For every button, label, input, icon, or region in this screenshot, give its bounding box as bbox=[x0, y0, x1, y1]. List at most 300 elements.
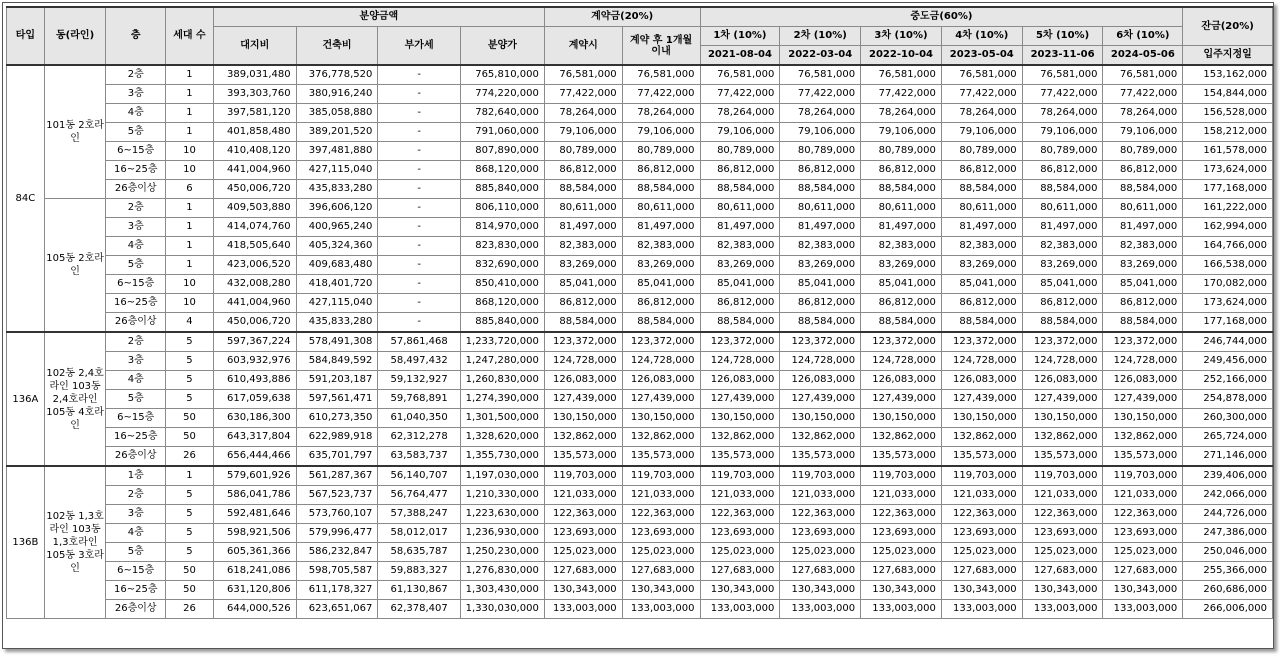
amount-cell: 88,584,000 bbox=[544, 313, 622, 333]
amount-cell: 88,584,000 bbox=[780, 313, 861, 333]
amount-cell: 130,343,000 bbox=[700, 581, 780, 600]
amount-cell: 1,250,230,000 bbox=[460, 543, 544, 562]
header-sale-price: 분양가 bbox=[460, 27, 544, 66]
amount-cell: 86,812,000 bbox=[861, 294, 942, 313]
amount-cell: 252,166,000 bbox=[1183, 371, 1273, 390]
amount-cell: 121,033,000 bbox=[544, 486, 622, 505]
amount-cell: 135,573,000 bbox=[941, 447, 1022, 467]
units-cell: 5 bbox=[166, 543, 214, 562]
amount-cell: 173,624,000 bbox=[1183, 161, 1273, 180]
units-cell: 1 bbox=[166, 104, 214, 123]
amount-cell: 260,300,000 bbox=[1183, 409, 1273, 428]
amount-cell: 121,033,000 bbox=[700, 486, 780, 505]
amount-cell: 122,363,000 bbox=[544, 505, 622, 524]
amount-cell: 630,186,300 bbox=[213, 409, 296, 428]
table-row bbox=[7, 237, 1273, 256]
amount-cell: 586,232,847 bbox=[296, 543, 378, 562]
amount-cell: 80,611,000 bbox=[544, 199, 622, 218]
amount-cell: 86,812,000 bbox=[1022, 161, 1103, 180]
amount-cell: 586,041,786 bbox=[213, 486, 296, 505]
amount-cell: 88,584,000 bbox=[1103, 180, 1183, 199]
header-contract-at: 계약시 bbox=[544, 27, 622, 66]
amount-cell: 122,363,000 bbox=[941, 505, 1022, 524]
amount-cell: 260,686,000 bbox=[1183, 581, 1273, 600]
amount-cell: 82,383,000 bbox=[780, 237, 861, 256]
header-dong: 동(라인) bbox=[44, 7, 106, 65]
amount-cell: 850,410,000 bbox=[460, 275, 544, 294]
amount-cell: 82,383,000 bbox=[941, 237, 1022, 256]
amount-cell: 126,083,000 bbox=[861, 371, 942, 390]
amount-cell: 135,573,000 bbox=[780, 447, 861, 467]
amount-cell: 623,651,067 bbox=[296, 600, 378, 619]
amount-cell: 122,363,000 bbox=[1103, 505, 1183, 524]
amount-cell: - bbox=[378, 180, 461, 199]
amount-cell: 123,372,000 bbox=[1022, 332, 1103, 352]
amount-cell: 153,162,000 bbox=[1183, 65, 1273, 85]
amount-cell: 85,041,000 bbox=[544, 275, 622, 294]
amount-cell: 397,581,120 bbox=[213, 104, 296, 123]
amount-cell: 1,330,030,000 bbox=[460, 600, 544, 619]
amount-cell: 126,083,000 bbox=[622, 371, 700, 390]
amount-cell: 591,203,187 bbox=[296, 371, 378, 390]
amount-cell: 1,274,390,000 bbox=[460, 390, 544, 409]
amount-cell: 598,921,506 bbox=[213, 524, 296, 543]
amount-cell: 58,497,432 bbox=[378, 352, 461, 371]
amount-cell: 598,705,587 bbox=[296, 562, 378, 581]
units-cell: 10 bbox=[166, 142, 214, 161]
type-cell: 84C bbox=[7, 65, 45, 332]
amount-cell: 597,367,224 bbox=[213, 332, 296, 352]
floor-cell: 16~25층 bbox=[106, 428, 166, 447]
amount-cell: 86,812,000 bbox=[544, 294, 622, 313]
amount-cell: 86,812,000 bbox=[622, 161, 700, 180]
floor-cell: 5층 bbox=[106, 256, 166, 275]
amount-cell: 603,932,976 bbox=[213, 352, 296, 371]
floor-cell: 3층 bbox=[106, 85, 166, 104]
amount-cell: 122,363,000 bbox=[780, 505, 861, 524]
amount-cell: 125,023,000 bbox=[941, 543, 1022, 562]
type-cell: 136A bbox=[7, 332, 45, 466]
amount-cell: 427,115,040 bbox=[296, 294, 378, 313]
amount-cell: 133,003,000 bbox=[1022, 600, 1103, 619]
amount-cell: 126,083,000 bbox=[780, 371, 861, 390]
units-cell: 6 bbox=[166, 180, 214, 199]
amount-cell: 83,269,000 bbox=[700, 256, 780, 275]
amount-cell: 86,812,000 bbox=[544, 161, 622, 180]
amount-cell: 77,422,000 bbox=[941, 85, 1022, 104]
amount-cell: 59,132,927 bbox=[378, 371, 461, 390]
amount-cell: 123,693,000 bbox=[941, 524, 1022, 543]
amount-cell: 271,146,000 bbox=[1183, 447, 1273, 467]
amount-cell: 1,328,620,000 bbox=[460, 428, 544, 447]
amount-cell: 81,497,000 bbox=[1103, 218, 1183, 237]
amount-cell: 125,023,000 bbox=[861, 543, 942, 562]
amount-cell: 82,383,000 bbox=[1103, 237, 1183, 256]
amount-cell: 161,222,000 bbox=[1183, 199, 1273, 218]
amount-cell: 132,862,000 bbox=[1022, 428, 1103, 447]
amount-cell: 782,640,000 bbox=[460, 104, 544, 123]
amount-cell: 123,372,000 bbox=[622, 332, 700, 352]
floor-cell: 5층 bbox=[106, 543, 166, 562]
amount-cell: 80,611,000 bbox=[780, 199, 861, 218]
amount-cell: 567,523,737 bbox=[296, 486, 378, 505]
header-price-group: 분양금액 bbox=[213, 7, 544, 27]
amount-cell: 80,611,000 bbox=[1022, 199, 1103, 218]
amount-cell: 154,844,000 bbox=[1183, 85, 1273, 104]
units-cell: 1 bbox=[166, 123, 214, 142]
amount-cell: 80,789,000 bbox=[544, 142, 622, 161]
amount-cell: 132,862,000 bbox=[941, 428, 1022, 447]
amount-cell: 58,012,017 bbox=[378, 524, 461, 543]
amount-cell: 254,878,000 bbox=[1183, 390, 1273, 409]
amount-cell: 80,789,000 bbox=[861, 142, 942, 161]
amount-cell: 130,343,000 bbox=[544, 581, 622, 600]
amount-cell: 161,578,000 bbox=[1183, 142, 1273, 161]
amount-cell: 130,150,000 bbox=[941, 409, 1022, 428]
amount-cell: 610,273,350 bbox=[296, 409, 378, 428]
amount-cell: 79,106,000 bbox=[1103, 123, 1183, 142]
amount-cell: 807,890,000 bbox=[460, 142, 544, 161]
header-installment: 1차 (10%) bbox=[700, 27, 780, 46]
amount-cell: 1,303,430,000 bbox=[460, 581, 544, 600]
floor-cell: 6~15층 bbox=[106, 275, 166, 294]
amount-cell: 410,408,120 bbox=[213, 142, 296, 161]
amount-cell: - bbox=[378, 256, 461, 275]
floor-cell: 5층 bbox=[106, 390, 166, 409]
amount-cell: 177,168,000 bbox=[1183, 313, 1273, 333]
header-installment: 4차 (10%) bbox=[941, 27, 1022, 46]
header-contract-group: 계약금(20%) bbox=[544, 7, 700, 27]
units-cell: 50 bbox=[166, 428, 214, 447]
amount-cell: - bbox=[378, 161, 461, 180]
floor-cell: 2층 bbox=[106, 199, 166, 218]
amount-cell: 83,269,000 bbox=[544, 256, 622, 275]
amount-cell: 162,994,000 bbox=[1183, 218, 1273, 237]
amount-cell: 427,115,040 bbox=[296, 161, 378, 180]
floor-cell: 6~15층 bbox=[106, 142, 166, 161]
amount-cell: 83,269,000 bbox=[622, 256, 700, 275]
amount-cell: 265,724,000 bbox=[1183, 428, 1273, 447]
amount-cell: 77,422,000 bbox=[1103, 85, 1183, 104]
amount-cell: 56,140,707 bbox=[378, 466, 461, 486]
amount-cell: 1,260,830,000 bbox=[460, 371, 544, 390]
header-building: 건축비 bbox=[296, 27, 378, 66]
amount-cell: 81,497,000 bbox=[941, 218, 1022, 237]
units-cell: 5 bbox=[166, 390, 214, 409]
amount-cell: 435,833,280 bbox=[296, 180, 378, 199]
amount-cell: 127,683,000 bbox=[780, 562, 861, 581]
price-table bbox=[6, 6, 1273, 619]
amount-cell: 77,422,000 bbox=[780, 85, 861, 104]
table-row bbox=[7, 332, 1273, 352]
header-installment: 5차 (10%) bbox=[1022, 27, 1103, 46]
amount-cell: 124,728,000 bbox=[941, 352, 1022, 371]
amount-cell: 133,003,000 bbox=[861, 600, 942, 619]
amount-cell: 1,236,930,000 bbox=[460, 524, 544, 543]
amount-cell: 82,383,000 bbox=[544, 237, 622, 256]
amount-cell: 88,584,000 bbox=[861, 180, 942, 199]
units-cell: 5 bbox=[166, 352, 214, 371]
amount-cell: 78,264,000 bbox=[622, 104, 700, 123]
amount-cell: 85,041,000 bbox=[700, 275, 780, 294]
header-middle-group: 중도금(60%) bbox=[700, 7, 1183, 27]
amount-cell: 88,584,000 bbox=[622, 180, 700, 199]
amount-cell: 791,060,000 bbox=[460, 123, 544, 142]
header-installment-date: 2021-08-04 bbox=[700, 46, 780, 66]
amount-cell: 76,581,000 bbox=[622, 65, 700, 85]
amount-cell: 124,728,000 bbox=[861, 352, 942, 371]
units-cell: 1 bbox=[166, 199, 214, 218]
amount-cell: 132,862,000 bbox=[780, 428, 861, 447]
amount-cell: 83,269,000 bbox=[941, 256, 1022, 275]
amount-cell: 122,363,000 bbox=[622, 505, 700, 524]
amount-cell: 63,583,737 bbox=[378, 447, 461, 467]
table-row bbox=[7, 199, 1273, 218]
amount-cell: 85,041,000 bbox=[1022, 275, 1103, 294]
amount-cell: - bbox=[378, 123, 461, 142]
amount-cell: - bbox=[378, 237, 461, 256]
header-vat: 부가세 bbox=[378, 27, 461, 66]
amount-cell: 78,264,000 bbox=[544, 104, 622, 123]
amount-cell: 130,343,000 bbox=[1103, 581, 1183, 600]
amount-cell: 80,789,000 bbox=[941, 142, 1022, 161]
amount-cell: 88,584,000 bbox=[544, 180, 622, 199]
amount-cell: 86,812,000 bbox=[1103, 294, 1183, 313]
amount-cell: 450,006,720 bbox=[213, 180, 296, 199]
amount-cell: 592,481,646 bbox=[213, 505, 296, 524]
table-row bbox=[7, 581, 1273, 600]
amount-cell: 597,561,471 bbox=[296, 390, 378, 409]
units-cell: 50 bbox=[166, 409, 214, 428]
amount-cell: 76,581,000 bbox=[861, 65, 942, 85]
amount-cell: 86,812,000 bbox=[780, 161, 861, 180]
amount-cell: 561,287,367 bbox=[296, 466, 378, 486]
amount-cell: 127,683,000 bbox=[544, 562, 622, 581]
amount-cell: 1,301,500,000 bbox=[460, 409, 544, 428]
amount-cell: 380,916,240 bbox=[296, 85, 378, 104]
amount-cell: 76,581,000 bbox=[1022, 65, 1103, 85]
amount-cell: 76,581,000 bbox=[780, 65, 861, 85]
amount-cell: 85,041,000 bbox=[622, 275, 700, 294]
amount-cell: 249,456,000 bbox=[1183, 352, 1273, 371]
amount-cell: 83,269,000 bbox=[861, 256, 942, 275]
amount-cell: 86,812,000 bbox=[1103, 161, 1183, 180]
amount-cell: 88,584,000 bbox=[780, 180, 861, 199]
amount-cell: 56,764,477 bbox=[378, 486, 461, 505]
amount-cell: - bbox=[378, 294, 461, 313]
amount-cell: 441,004,960 bbox=[213, 294, 296, 313]
amount-cell: 86,812,000 bbox=[700, 161, 780, 180]
amount-cell: 246,744,000 bbox=[1183, 332, 1273, 352]
amount-cell: 573,760,107 bbox=[296, 505, 378, 524]
amount-cell: 122,363,000 bbox=[700, 505, 780, 524]
amount-cell: 88,584,000 bbox=[1022, 313, 1103, 333]
amount-cell: 127,439,000 bbox=[780, 390, 861, 409]
amount-cell: 80,789,000 bbox=[1103, 142, 1183, 161]
header-installment-date: 2024-05-06 bbox=[1103, 46, 1183, 66]
amount-cell: 127,439,000 bbox=[622, 390, 700, 409]
amount-cell: 76,581,000 bbox=[1103, 65, 1183, 85]
amount-cell: 127,439,000 bbox=[700, 390, 780, 409]
table-row bbox=[7, 371, 1273, 390]
amount-cell: 119,703,000 bbox=[544, 466, 622, 486]
amount-cell: 127,439,000 bbox=[1103, 390, 1183, 409]
amount-cell: 643,317,804 bbox=[213, 428, 296, 447]
header-installment-date: 2023-05-04 bbox=[941, 46, 1022, 66]
amount-cell: 62,378,407 bbox=[378, 600, 461, 619]
amount-cell: 135,573,000 bbox=[861, 447, 942, 467]
amount-cell: 622,989,918 bbox=[296, 428, 378, 447]
amount-cell: 85,041,000 bbox=[941, 275, 1022, 294]
units-cell: 50 bbox=[166, 581, 214, 600]
amount-cell: 83,269,000 bbox=[780, 256, 861, 275]
amount-cell: 123,372,000 bbox=[780, 332, 861, 352]
amount-cell: 133,003,000 bbox=[941, 600, 1022, 619]
floor-cell: 3층 bbox=[106, 218, 166, 237]
floor-cell: 4층 bbox=[106, 524, 166, 543]
table-row bbox=[7, 524, 1273, 543]
amount-cell: 77,422,000 bbox=[861, 85, 942, 104]
table-row bbox=[7, 313, 1273, 333]
amount-cell: 130,150,000 bbox=[861, 409, 942, 428]
table-row bbox=[7, 275, 1273, 294]
amount-cell: 88,584,000 bbox=[861, 313, 942, 333]
amount-cell: 122,363,000 bbox=[861, 505, 942, 524]
amount-cell: 77,422,000 bbox=[622, 85, 700, 104]
amount-cell: 123,372,000 bbox=[1103, 332, 1183, 352]
table-row bbox=[7, 428, 1273, 447]
amount-cell: 130,343,000 bbox=[780, 581, 861, 600]
table-row bbox=[7, 142, 1273, 161]
amount-cell: 127,683,000 bbox=[941, 562, 1022, 581]
amount-cell: 868,120,000 bbox=[460, 161, 544, 180]
dong-cell: 102동 1,3호라인 103동 1,3호라인 105동 3호라인 bbox=[44, 466, 106, 619]
amount-cell: 631,120,806 bbox=[213, 581, 296, 600]
amount-cell: 832,690,000 bbox=[460, 256, 544, 275]
amount-cell: 578,491,308 bbox=[296, 332, 378, 352]
amount-cell: 132,862,000 bbox=[544, 428, 622, 447]
amount-cell: 635,701,797 bbox=[296, 447, 378, 467]
amount-cell: 85,041,000 bbox=[1103, 275, 1183, 294]
amount-cell: 123,372,000 bbox=[941, 332, 1022, 352]
amount-cell: 81,497,000 bbox=[622, 218, 700, 237]
amount-cell: 173,624,000 bbox=[1183, 294, 1273, 313]
amount-cell: 132,862,000 bbox=[861, 428, 942, 447]
amount-cell: 611,178,327 bbox=[296, 581, 378, 600]
table-row bbox=[7, 294, 1273, 313]
amount-cell: 126,083,000 bbox=[941, 371, 1022, 390]
table-row bbox=[7, 543, 1273, 562]
amount-cell: 584,849,592 bbox=[296, 352, 378, 371]
units-cell: 1 bbox=[166, 218, 214, 237]
amount-cell: 418,505,640 bbox=[213, 237, 296, 256]
header-units: 세대 수 bbox=[166, 7, 214, 65]
amount-cell: 127,683,000 bbox=[700, 562, 780, 581]
amount-cell: 82,383,000 bbox=[622, 237, 700, 256]
amount-cell: 81,497,000 bbox=[861, 218, 942, 237]
amount-cell: 79,106,000 bbox=[544, 123, 622, 142]
amount-cell: 86,812,000 bbox=[861, 161, 942, 180]
amount-cell: 123,693,000 bbox=[1022, 524, 1103, 543]
amount-cell: 450,006,720 bbox=[213, 313, 296, 333]
amount-cell: 82,383,000 bbox=[700, 237, 780, 256]
amount-cell: 170,082,000 bbox=[1183, 275, 1273, 294]
amount-cell: 409,683,480 bbox=[296, 256, 378, 275]
amount-cell: 122,363,000 bbox=[1022, 505, 1103, 524]
header-balance-sub: 입주지정일 bbox=[1183, 46, 1273, 66]
amount-cell: 266,006,000 bbox=[1183, 600, 1273, 619]
amount-cell: 135,573,000 bbox=[700, 447, 780, 467]
dong-cell: 101동 2호라인 bbox=[44, 65, 106, 199]
amount-cell: 78,264,000 bbox=[1103, 104, 1183, 123]
amount-cell: 80,611,000 bbox=[861, 199, 942, 218]
amount-cell: 85,041,000 bbox=[780, 275, 861, 294]
amount-cell: 126,083,000 bbox=[700, 371, 780, 390]
amount-cell: 79,106,000 bbox=[1022, 123, 1103, 142]
amount-cell: 88,584,000 bbox=[941, 313, 1022, 333]
table-row bbox=[7, 352, 1273, 371]
table-row bbox=[7, 600, 1273, 619]
amount-cell: 376,778,520 bbox=[296, 65, 378, 85]
dong-cell: 102동 2,4호라인 103동 2,4호라인 105동 4호라인 bbox=[44, 332, 106, 466]
amount-cell: 119,703,000 bbox=[941, 466, 1022, 486]
floor-cell: 4층 bbox=[106, 371, 166, 390]
amount-cell: 76,581,000 bbox=[700, 65, 780, 85]
amount-cell: 126,083,000 bbox=[1103, 371, 1183, 390]
amount-cell: 432,008,280 bbox=[213, 275, 296, 294]
amount-cell: 177,168,000 bbox=[1183, 180, 1273, 199]
amount-cell: 618,241,086 bbox=[213, 562, 296, 581]
amount-cell: 80,789,000 bbox=[622, 142, 700, 161]
amount-cell: 1,233,720,000 bbox=[460, 332, 544, 352]
amount-cell: 79,106,000 bbox=[622, 123, 700, 142]
amount-cell: 81,497,000 bbox=[544, 218, 622, 237]
floor-cell: 5층 bbox=[106, 123, 166, 142]
amount-cell: 123,372,000 bbox=[700, 332, 780, 352]
amount-cell: 78,264,000 bbox=[780, 104, 861, 123]
amount-cell: 88,584,000 bbox=[941, 180, 1022, 199]
floor-cell: 2층 bbox=[106, 65, 166, 85]
table-row bbox=[7, 161, 1273, 180]
amount-cell: 119,703,000 bbox=[622, 466, 700, 486]
amount-cell: 123,693,000 bbox=[544, 524, 622, 543]
amount-cell: 80,789,000 bbox=[700, 142, 780, 161]
amount-cell: 80,611,000 bbox=[941, 199, 1022, 218]
amount-cell: - bbox=[378, 142, 461, 161]
amount-cell: 133,003,000 bbox=[544, 600, 622, 619]
amount-cell: 124,728,000 bbox=[700, 352, 780, 371]
amount-cell: 579,601,926 bbox=[213, 466, 296, 486]
amount-cell: 133,003,000 bbox=[622, 600, 700, 619]
amount-cell: 80,611,000 bbox=[700, 199, 780, 218]
amount-cell: 88,584,000 bbox=[700, 180, 780, 199]
amount-cell: 80,611,000 bbox=[622, 199, 700, 218]
units-cell: 10 bbox=[166, 161, 214, 180]
floor-cell: 16~25층 bbox=[106, 294, 166, 313]
amount-cell: 77,422,000 bbox=[700, 85, 780, 104]
amount-cell: 242,066,000 bbox=[1183, 486, 1273, 505]
amount-cell: 121,033,000 bbox=[1022, 486, 1103, 505]
amount-cell: 400,965,240 bbox=[296, 218, 378, 237]
amount-cell: 130,150,000 bbox=[622, 409, 700, 428]
table-row bbox=[7, 104, 1273, 123]
amount-cell: 80,611,000 bbox=[1103, 199, 1183, 218]
amount-cell: 79,106,000 bbox=[861, 123, 942, 142]
amount-cell: 86,812,000 bbox=[622, 294, 700, 313]
amount-cell: 81,497,000 bbox=[1022, 218, 1103, 237]
amount-cell: 124,728,000 bbox=[544, 352, 622, 371]
amount-cell: 125,023,000 bbox=[544, 543, 622, 562]
